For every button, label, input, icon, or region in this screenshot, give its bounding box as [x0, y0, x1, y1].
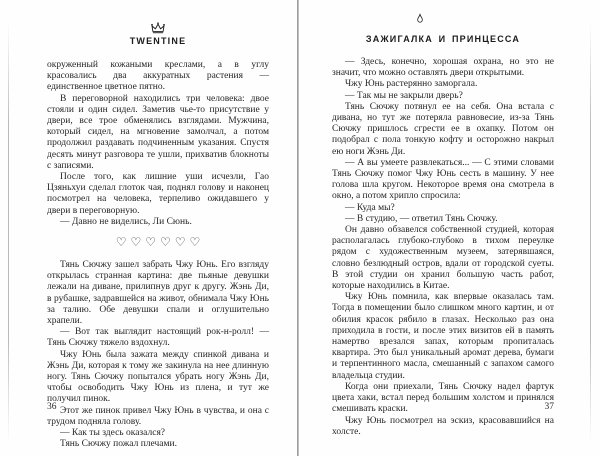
- paragraph: Чжу Юнь растерянно заморгала.: [345, 79, 478, 90]
- paragraph: — Так мы не закрыли дверь?: [345, 90, 463, 101]
- chapter-title: ЗАЖИГАЛКА И ПРИНЦЕССА: [365, 34, 521, 44]
- crown-icon: [149, 22, 167, 34]
- paragraph: — Куда мы?: [345, 202, 395, 213]
- right-page-text: [332, 57, 554, 438]
- page-number-right: 37: [544, 402, 554, 412]
- left-page: [47, 20, 269, 450]
- right-page-header: [332, 20, 554, 45]
- paragraph: В переговорной находились три человека: двое стояли и один сидел. Заметив чье-то присутствие у двери, все трое обменялись взглядами. Мужчина, который сидел, на мгновение замолчал, а потом продолжил раздавать подчиненным указания. Спустя десять минут разговора те ушли, прихватив блокноты с записями.: [47, 93, 269, 171]
- paragraph: Он давно обзавелся собственной студией, которая располагалась глубоко-глубоко в тихом переулке рядом с художественным музеем, затерявшаяся, словно безлюдный остров, вдали от городской суеты. В этой студии он хранил большую часть работ, которые находились в Китае.: [332, 225, 554, 292]
- paragraph: Когда они приехали, Тянь Сючжу надел фартук цвета хаки, встал перед большим холстом и принялся смешивать краски.: [332, 381, 554, 415]
- paragraph: — Давно не виделись, Ли Сюнь.: [60, 216, 192, 227]
- left-page-text: [47, 60, 269, 451]
- paragraph: Тянь Сючжу потянул ее на себя. Она встала с дивана, но тут же потеряла равновесие, из-за Тянь Сючжу пришлось сгрести ее в охапку. Потом он подобрал с пола тонкую кофту и осторожно накрыл ею ноги Жэнь Ди.: [332, 101, 554, 157]
- paragraph: — Вот так выглядит настоящий рок-н-ролл! — Тянь Сючжу тяжело вздохнул.: [47, 327, 269, 349]
- paragraph: — В студию, — ответил Тянь Сючжу.: [345, 213, 498, 224]
- hearts-divider: ♡♡♡♡♡♡: [115, 235, 205, 250]
- book-title: TWENTINE: [129, 36, 187, 46]
- paragraph: Этот же пинок привел Чжу Юнь в чувства, и она с трудом подняла голову.: [47, 405, 269, 427]
- page-number-left: 36: [47, 402, 57, 412]
- paragraph: Тянь Сючжу пожал плечами.: [60, 439, 177, 450]
- paragraph: После того, как лишние уши исчезли, Гао Цзяньхуи сделал глоток чая, поднял голову и наконец посмотрел на человека, терпеливо ожидавшего у двери в переговорную.: [47, 172, 269, 216]
- page-edge-left: [8, 22, 9, 442]
- right-page: [332, 20, 554, 440]
- paragraph: — А вы умеете развлекаться... — С этими словами Тянь Сючжу помог Чжу Юнь сесть в машину. У нее голова шла кругом. Некоторое время она смотрела в окно, а потом хрипло спросила:: [332, 157, 554, 202]
- flame-icon: [416, 13, 424, 23]
- paragraph: Чжу Юнь была зажата между спинкой дивана и Жэнь Ди, которая к тому же закинула на нее длинную ногу. Тянь Сючжу попытался убрать ногу Жэнь Ди, чтобы освободить Чжу Юнь из плена, и тут же получил пинок.: [47, 349, 269, 405]
- left-page-header: [47, 20, 269, 47]
- paragraph: Тянь Сючжу зашел забрать Чжу Юнь. Его взгляду открылась странная картина: две пьяные девушки лежали на диване, прилипнув друг к другу. Жэнь Ди, в рубашке, задравшейся на живот, обнимала Чжу Юнь за талию. Обе девушки спали и оглушительно храпели.: [47, 260, 269, 327]
- paragraph: окруженный кожаными креслами, а в углу красовались два аккуратных растения — единственное цветное пятно.: [47, 60, 269, 93]
- paragraph: — Как ты здесь оказался?: [60, 428, 166, 439]
- paragraph: Чжу Юнь посмотрел на эскиз, красовавшийся на холсте.: [332, 415, 554, 437]
- page-edge-right: [590, 22, 591, 442]
- book-spine-seam: [297, 0, 299, 456]
- paragraph: — Здесь, конечно, хорошая охрана, но это не значит, что можно оставлять двери открытыми.: [332, 57, 554, 79]
- paragraph: Чжу Юнь помнила, как впервые оказалась там. Тогда в помещении было слишком много картин, и от обилия красок рябило в глазах. Несколько раз она приходила в гости, и после этих визитов ей в память намертво врезался запах, которым пропиталась квартира. Это был уникальный аромат дерева, бумаги и терпентинного масла, смешанный с запахом самого владельца студии.: [332, 292, 554, 381]
